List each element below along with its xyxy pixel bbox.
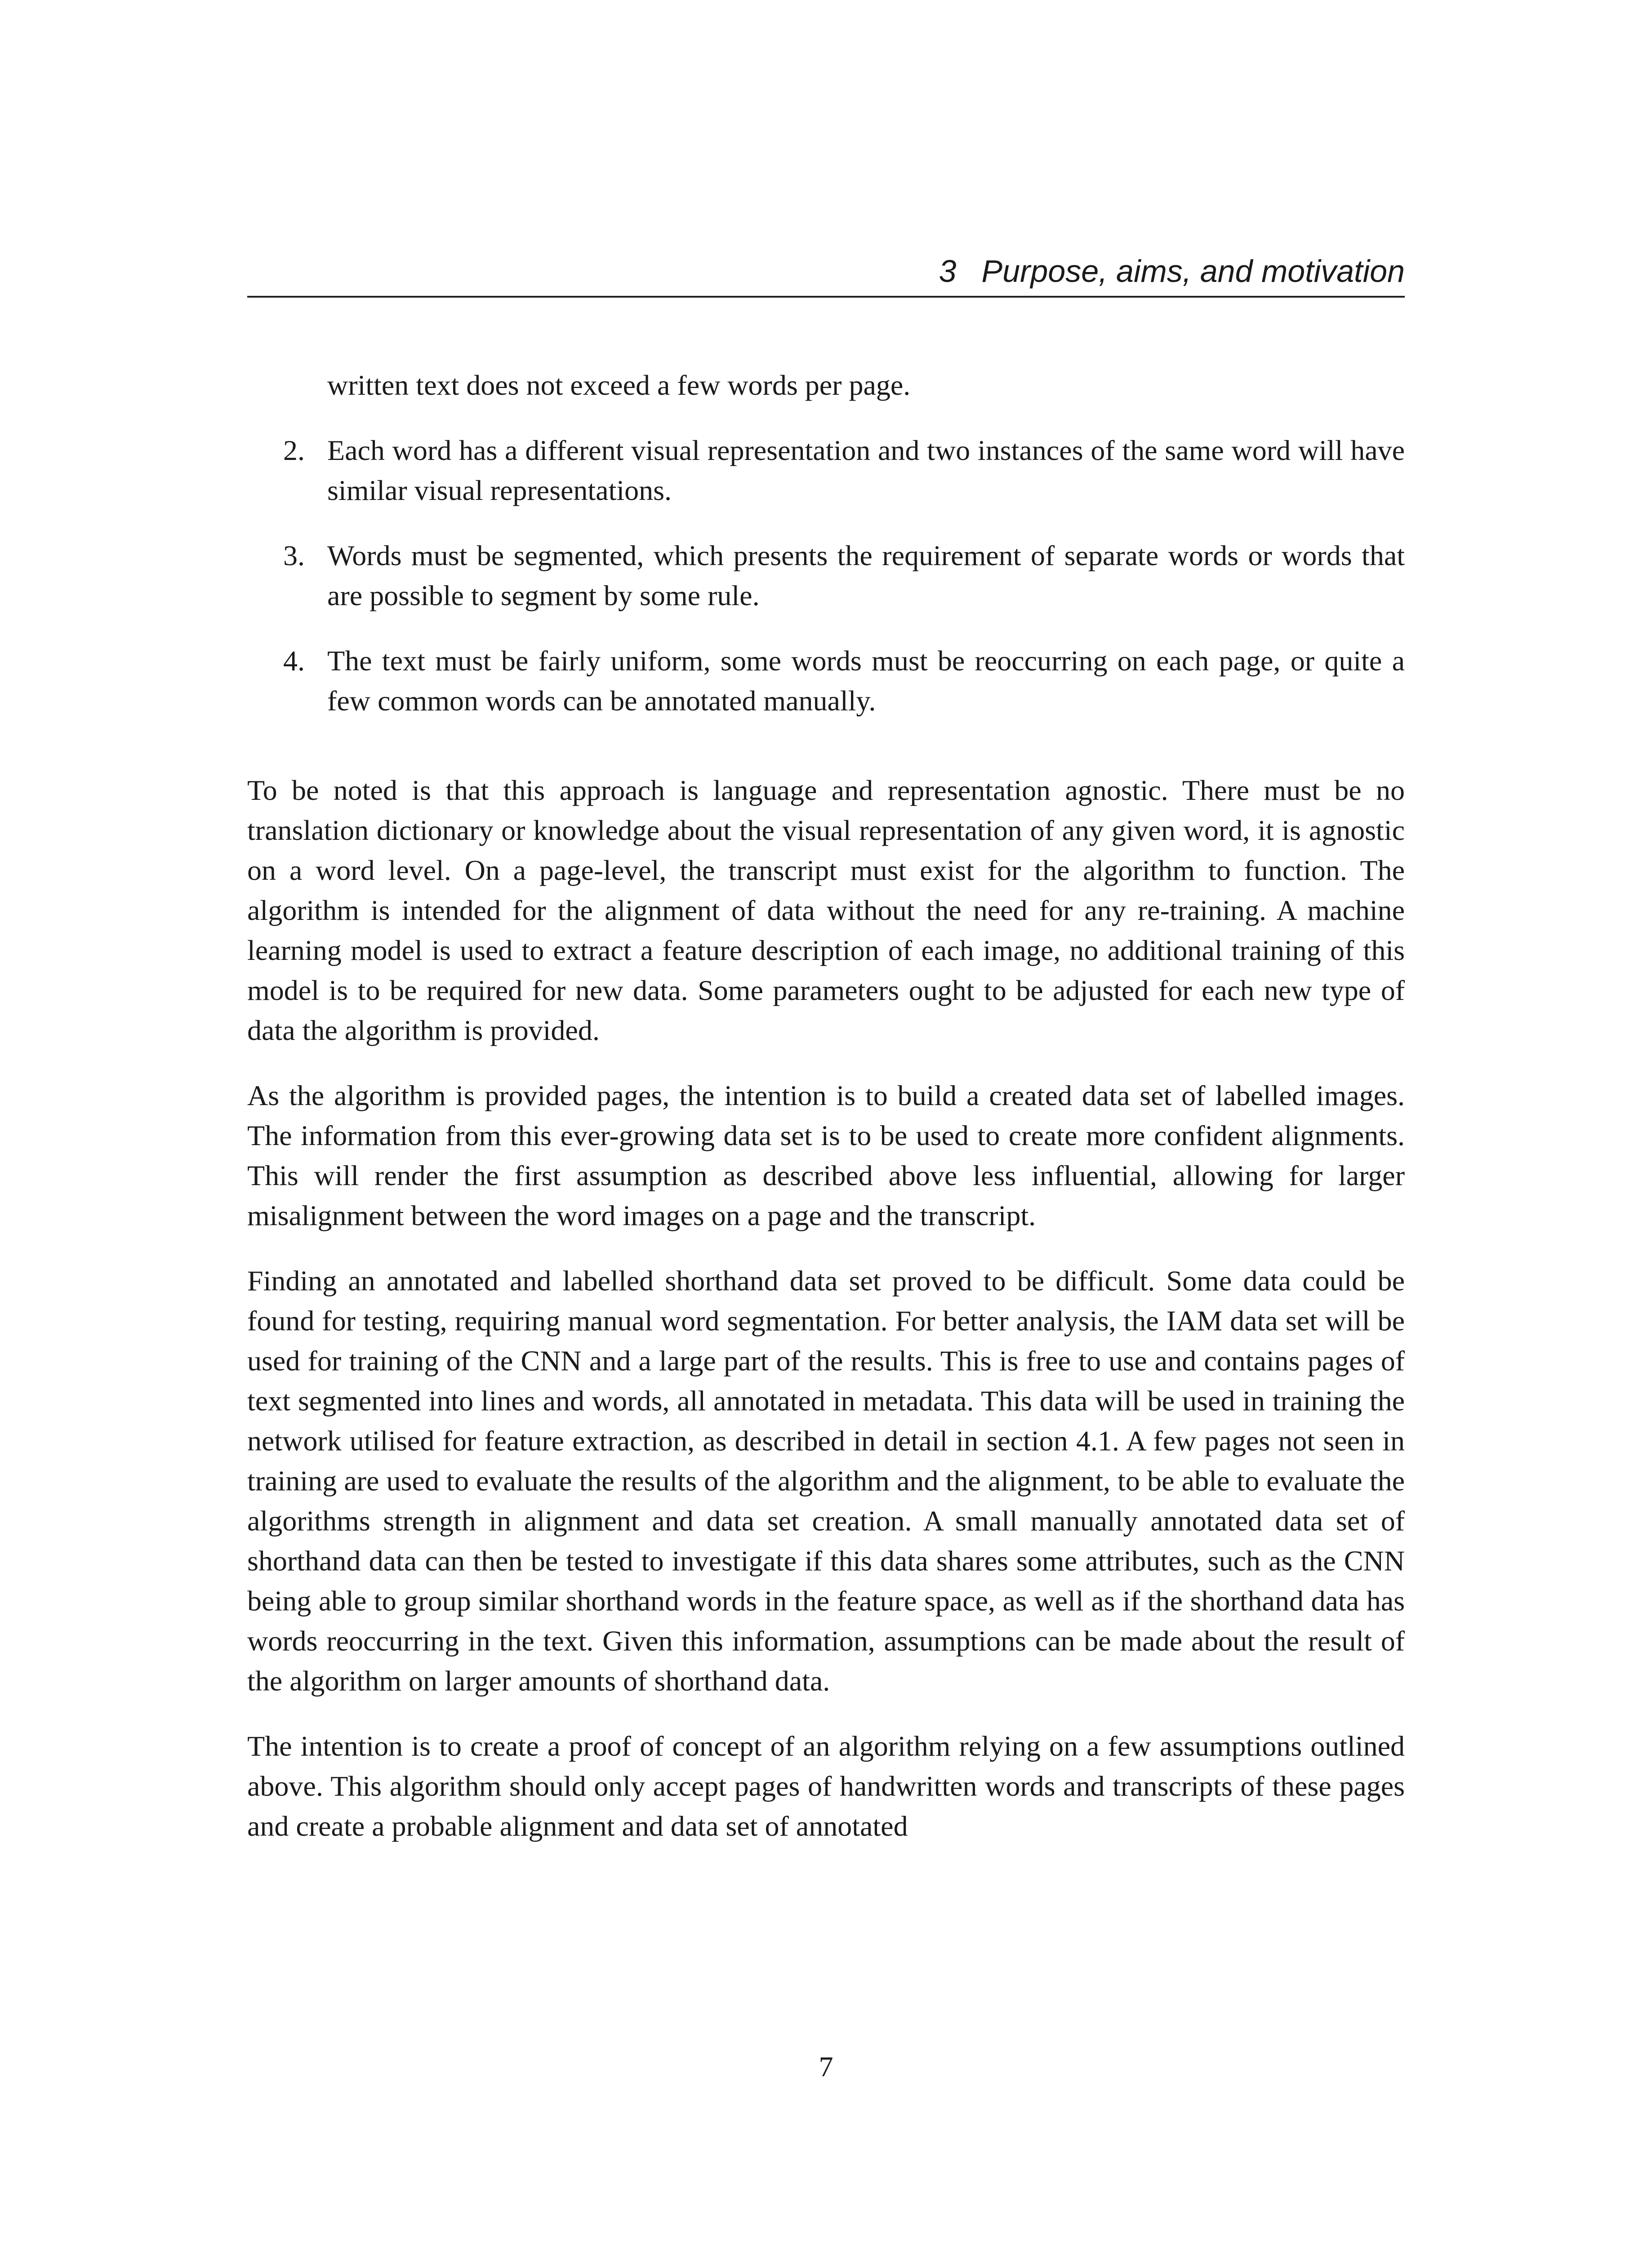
assumption-list (247, 430, 1405, 721)
paragraph: To be noted is that this approach is language and representation agnostic. There must be no translation dictionary or knowledge about the visual representation of any given word, it is agnostic on a word level. On a page-level, the transcript must exist for the algorithm to function. The algorithm is intended for the alignment of data without the need for any re-training. A machine learning model is used to extract a feature description of each image, no additional training of this model is to be required for new data. Some parameters ought to be adjusted for each new type of data the algorithm is provided. (247, 774, 1405, 1046)
running-header (247, 246, 1405, 298)
chapter-number: 3 (939, 254, 957, 289)
list-marker: 3. (283, 540, 305, 571)
list-item-continuation: written text does not exceed a few words per page. (327, 369, 911, 401)
paragraph: As the algorithm is provided pages, the intention is to build a created data set of labelled images. The information from this ever-growing data set is to be used to create more confident alignments. This will render the first assumption as described above less influential, allowing for larger misalignment between the word images on a page and the transcript. (247, 1079, 1405, 1231)
list-item (247, 430, 1405, 510)
body-text (247, 365, 1405, 1871)
document-page (247, 0, 1405, 2248)
list-marker: 4. (283, 645, 305, 677)
page-number: 7 (819, 2051, 833, 2083)
list-item-text: The text must be fairly uniform, some words must be reoccurring on each page, or quite a few common words can be annotated manually. (327, 645, 1405, 717)
list-item-text: Words must be segmented, which presents the requirement of separate words or words that are possible to segment by some rule. (327, 540, 1405, 611)
paragraph: The intention is to create a proof of concept of an algorithm relying on a few assumptions outlined above. This algorithm should only accept pages of handwritten words and transcripts of these pages and create a probable alignment and data set of annotated (247, 1730, 1405, 1842)
list-item-text: Each word has a different visual representation and two instances of the same word will have similar visual representations. (327, 434, 1405, 506)
list-marker: 2. (283, 434, 305, 466)
paragraph: Finding an annotated and labelled shorthand data set proved to be difficult. Some data could be found for testing, requiring manual word segmentation. For better analysis, the IAM data set will be used for training of the CNN and a large part of the results. This is free to use and contains pages of text segmented into lines and words, all annotated in metadata. This data will be used in training the network utilised for feature extraction, as described in detail in section 4.1. A few pages not seen in training are used to evaluate the results of the algorithm and the alignment, to be able to evaluate the algorithms strength in alignment and data set creation. A small manually annotated data set of shorthand data can then be tested to investigate if this data shares some attributes, such as the CNN being able to group similar shorthand words in the feature space, as well as if the shorthand data has words reoccurring in the text. Given this information, assumptions can be made about the result of the algorithm on larger amounts of shorthand data. (247, 1265, 1405, 1697)
chapter-title: Purpose, aims, and motivation (981, 254, 1405, 289)
list-item (247, 641, 1405, 721)
list-item (247, 535, 1405, 616)
